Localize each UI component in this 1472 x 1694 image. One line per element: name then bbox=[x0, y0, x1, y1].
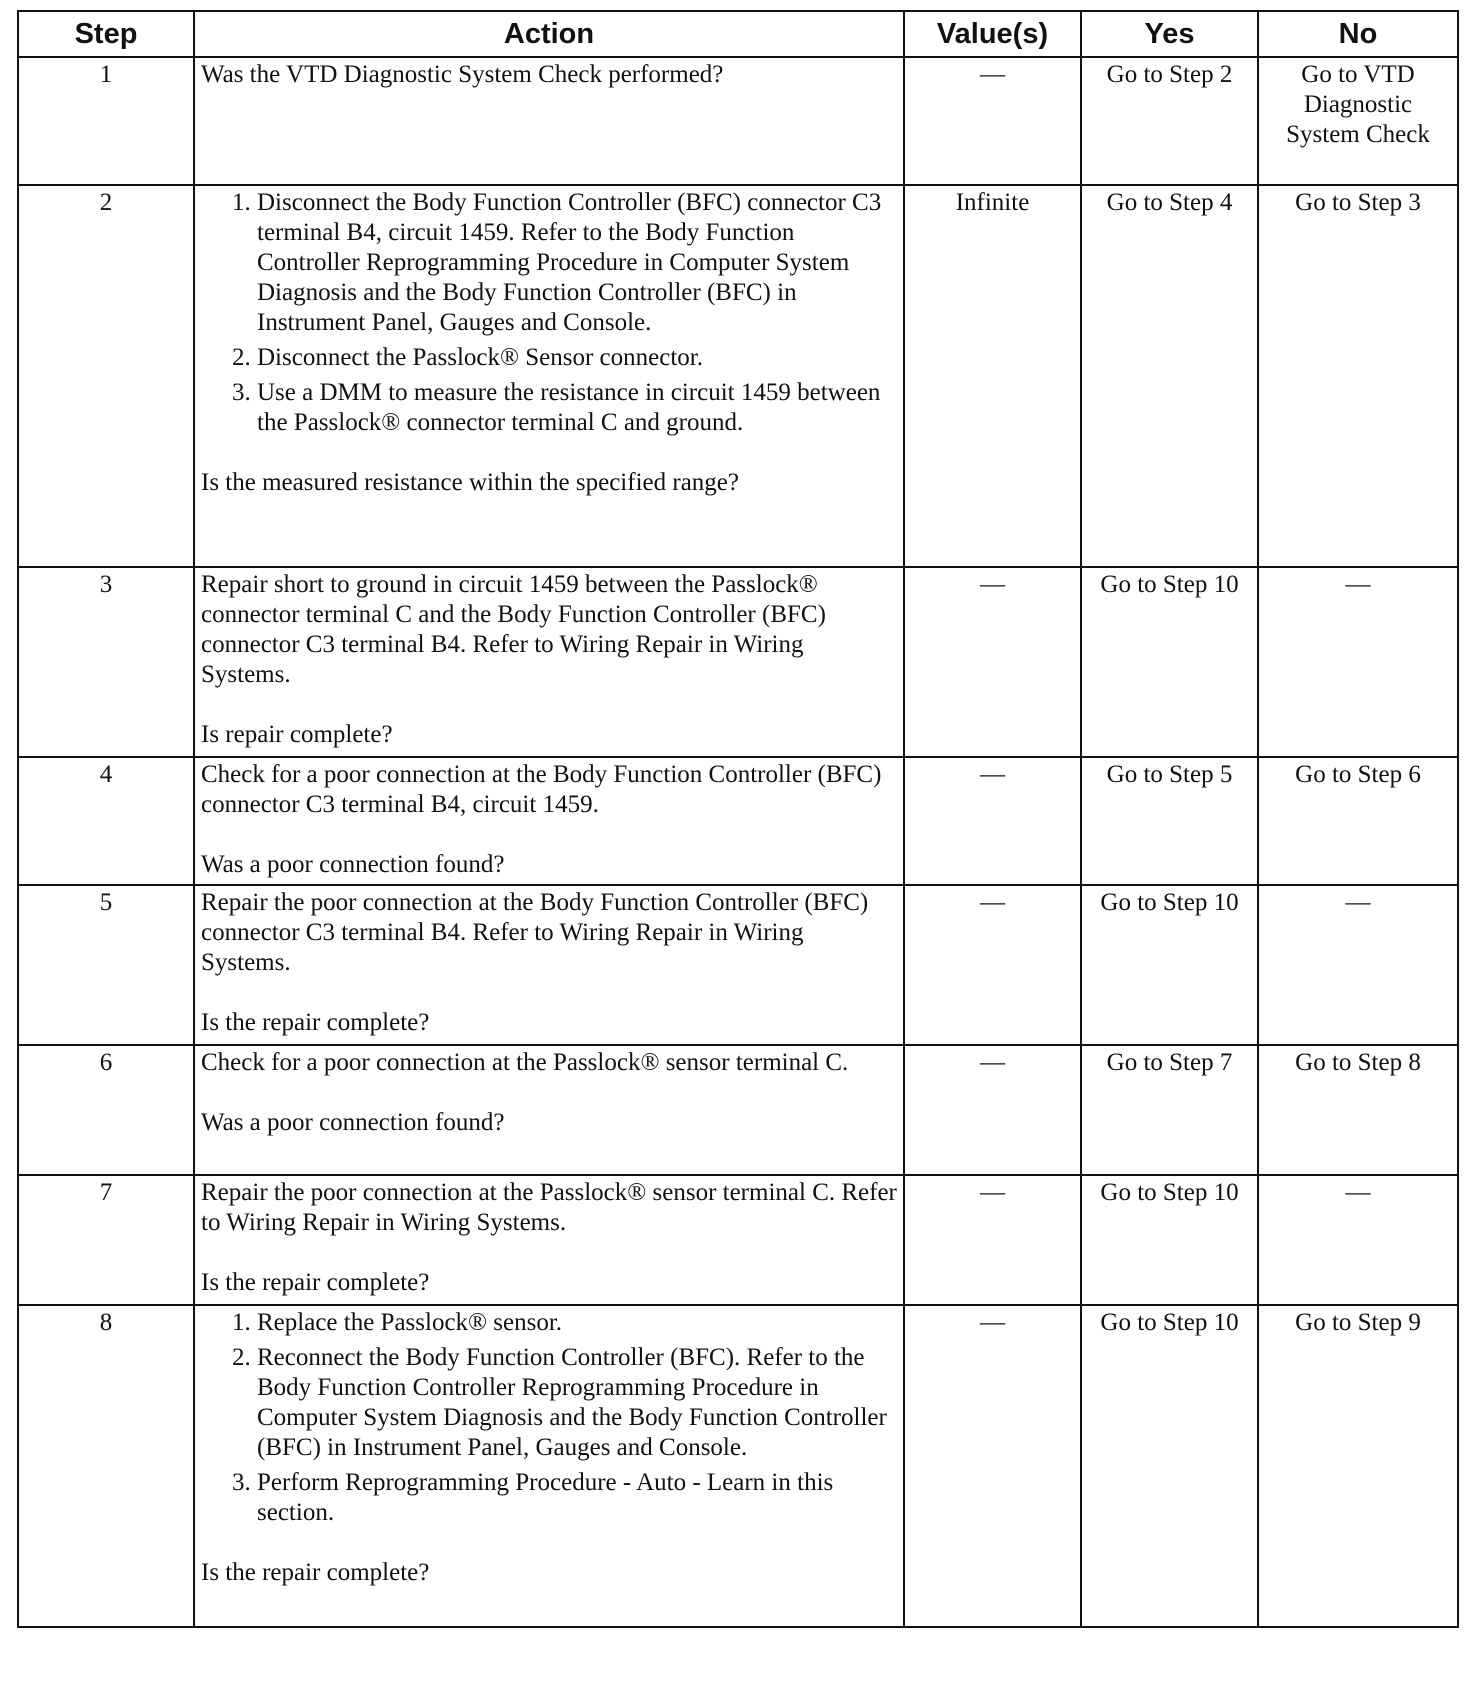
step-number: 2 bbox=[18, 185, 194, 567]
action-question: Is the repair complete? bbox=[201, 1009, 430, 1036]
action-question: Is the repair complete? bbox=[201, 1269, 430, 1296]
table-row bbox=[18, 757, 1458, 885]
yes-cell: Go to Step 4 bbox=[1081, 185, 1258, 567]
value-cell: — bbox=[904, 1305, 1081, 1627]
table-row bbox=[18, 1305, 1458, 1627]
yes-cell: Go to Step 10 bbox=[1081, 1175, 1258, 1305]
action-cell bbox=[194, 57, 904, 185]
action-text: Repair the poor connection at the Passlock® sensor terminal C. Refer to Wiring Repair in Wiring Systems. bbox=[201, 1179, 897, 1236]
action-steps-list bbox=[201, 1308, 897, 1528]
no-cell: Go to Step 8 bbox=[1258, 1045, 1458, 1175]
table-row bbox=[18, 57, 1458, 185]
header-step: Step bbox=[18, 11, 194, 57]
no-cell: — bbox=[1258, 567, 1458, 757]
action-text: Check for a poor connection at the Passlock® sensor terminal C. bbox=[201, 1049, 849, 1076]
action-step-item: 3. Use a DMM to measure the resistance in circuit 1459 between the Passlock® connector terminal C and ground. bbox=[257, 378, 897, 438]
value-cell: — bbox=[904, 1045, 1081, 1175]
action-step-item: 2. Disconnect the Passlock® Sensor connector. bbox=[257, 343, 897, 373]
action-step-item: 1. Disconnect the Body Function Controller (BFC) connector C3 terminal B4, circuit 1459. Refer to the Body Function Controller Reprogramming Procedure in Computer System Diagnosis and the Body Function Controller (BFC) in Instrument Panel, Gauges and Console. bbox=[257, 188, 897, 338]
action-cell bbox=[194, 885, 904, 1045]
yes-cell: Go to Step 10 bbox=[1081, 1305, 1258, 1627]
action-steps-list bbox=[201, 188, 897, 438]
yes-cell: Go to Step 10 bbox=[1081, 885, 1258, 1045]
action-cell bbox=[194, 757, 904, 885]
no-cell: Go to VTD Diagnostic System Check bbox=[1258, 57, 1458, 185]
action-question: Was a poor connection found? bbox=[201, 1109, 505, 1136]
action-cell bbox=[194, 567, 904, 757]
action-question: Is the repair complete? bbox=[201, 1559, 430, 1586]
action-question: Was a poor connection found? bbox=[201, 851, 505, 878]
step-number: 6 bbox=[18, 1045, 194, 1175]
no-cell: Go to Step 6 bbox=[1258, 757, 1458, 885]
table-row bbox=[18, 567, 1458, 757]
value-cell: — bbox=[904, 57, 1081, 185]
step-number: 7 bbox=[18, 1175, 194, 1305]
action-text: Was the VTD Diagnostic System Check performed? bbox=[201, 61, 724, 88]
diagnostic-table bbox=[17, 10, 1459, 1628]
step-number: 8 bbox=[18, 1305, 194, 1627]
action-cell bbox=[194, 1305, 904, 1627]
table-row bbox=[18, 1045, 1458, 1175]
action-cell bbox=[194, 185, 904, 567]
step-number: 4 bbox=[18, 757, 194, 885]
diagnostic-table-sheet bbox=[17, 10, 1457, 1628]
action-step-item: 3. Perform Reprogramming Procedure - Auto - Learn in this section. bbox=[257, 1468, 897, 1528]
action-question: Is repair complete? bbox=[201, 721, 393, 748]
header-values: Value(s) bbox=[904, 11, 1081, 57]
table-row bbox=[18, 185, 1458, 567]
table-header-row bbox=[18, 11, 1458, 57]
value-cell: — bbox=[904, 1175, 1081, 1305]
no-cell: Go to Step 9 bbox=[1258, 1305, 1458, 1627]
header-yes: Yes bbox=[1081, 11, 1258, 57]
step-number: 1 bbox=[18, 57, 194, 185]
header-action: Action bbox=[194, 11, 904, 57]
table-row bbox=[18, 1175, 1458, 1305]
yes-cell: Go to Step 10 bbox=[1081, 567, 1258, 757]
action-step-item: 1. Replace the Passlock® sensor. bbox=[257, 1308, 897, 1338]
yes-cell: Go to Step 7 bbox=[1081, 1045, 1258, 1175]
table-row bbox=[18, 885, 1458, 1045]
no-cell: — bbox=[1258, 1175, 1458, 1305]
action-cell bbox=[194, 1045, 904, 1175]
action-text: Check for a poor connection at the Body Function Controller (BFC) connector C3 terminal B4, circuit 1459. bbox=[201, 761, 882, 818]
action-step-item: 2. Reconnect the Body Function Controller (BFC). Refer to the Body Function Controller Reprogramming Procedure in Computer System Diagnosis and the Body Function Controller (BFC) in Instrument Panel, Gauges and Console. bbox=[257, 1343, 897, 1463]
action-text: Repair the poor connection at the Body Function Controller (BFC) connector C3 terminal B4. Refer to Wiring Repair in Wiring Systems. bbox=[201, 889, 869, 976]
action-text: Repair short to ground in circuit 1459 between the Passlock® connector terminal C and the Body Function Controller (BFC) connector C3 terminal B4. Refer to Wiring Repair in Wiring Systems. bbox=[201, 571, 826, 688]
yes-cell: Go to Step 5 bbox=[1081, 757, 1258, 885]
step-number: 5 bbox=[18, 885, 194, 1045]
step-number: 3 bbox=[18, 567, 194, 757]
header-no: No bbox=[1258, 11, 1458, 57]
no-cell: — bbox=[1258, 885, 1458, 1045]
action-cell bbox=[194, 1175, 904, 1305]
value-cell: — bbox=[904, 757, 1081, 885]
no-cell: Go to Step 3 bbox=[1258, 185, 1458, 567]
value-cell: — bbox=[904, 885, 1081, 1045]
yes-cell: Go to Step 2 bbox=[1081, 57, 1258, 185]
value-cell: Infinite bbox=[904, 185, 1081, 567]
value-cell: — bbox=[904, 567, 1081, 757]
action-question: Is the measured resistance within the specified range? bbox=[201, 469, 739, 496]
